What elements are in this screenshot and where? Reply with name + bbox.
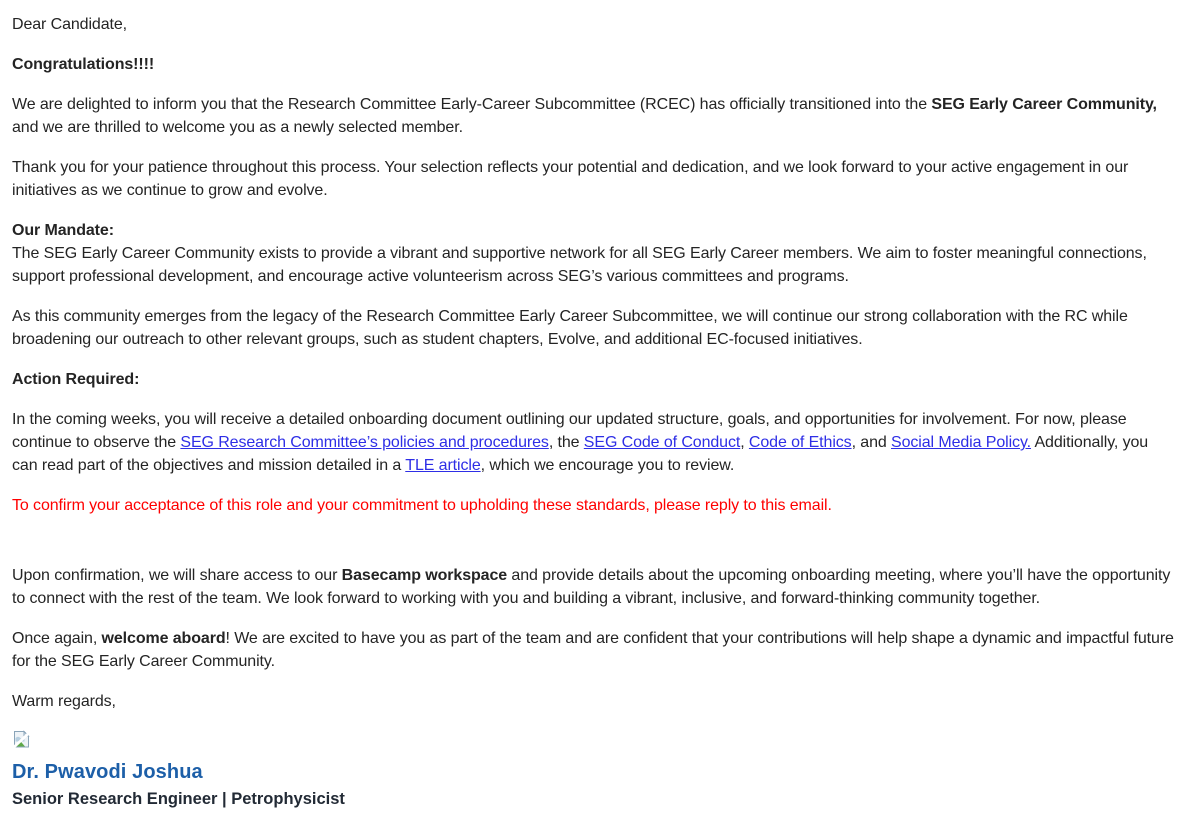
paragraph-action [12, 408, 1176, 477]
mandate-body: The SEG Early Career Community exists to provide a vibrant and supportive network for all SEG Early Career members. We aim to foster meaningful connections, support professional development, and encourage active volunteerism across SEG’s various committees and programs. [12, 245, 1147, 285]
paragraph-thanks: Thank you for your patience throughout this process. Your selection reflects your potential and dedication, and we look forward to your active engagement in our initiatives as we continue to grow and evolve. [12, 159, 1129, 199]
link-code-of-conduct[interactable]: SEG Code of Conduct [583, 434, 741, 451]
action-required-heading: Action Required: [12, 371, 140, 388]
signature-title: Senior Research Engineer | Petrophysicist [12, 790, 345, 808]
text-segment: and we are thrilled to welcome you as a newly selected member. [12, 119, 463, 136]
link-social-media-policy[interactable]: Social Media Policy. [891, 434, 1032, 451]
text-segment: ! We are excited to have you as part of the team and are confident that your contributions will help shape a dynamic and impactful future for the SEG Early Career Community. [12, 630, 1174, 670]
text-segment: Once again, [12, 630, 102, 647]
signature-image-placeholder [12, 730, 1176, 749]
link-code-of-ethics[interactable]: Code of Ethics [748, 434, 852, 451]
bold-seg-community: SEG Early Career Community, [931, 96, 1157, 113]
text-segment: and provide details about the upcoming onboarding meeting, where you’ll have the opportunity to connect with the rest of the team. We look forward to working with you and building a vibrant, inclusive, and forward-thinking community together. [12, 567, 1171, 607]
paragraph-legacy: As this community emerges from the legacy of the Research Committee Early Career Subcommittee, we will continue our strong collaboration with the RC while broadening our outreach to other relevant groups, such as student chapters, Evolve, and additional EC-focused initiatives. [12, 308, 1128, 348]
signature-name: Dr. Pwavodi Joshua [12, 761, 203, 783]
text-segment: Additionally, you can read part of the objectives and mission detailed in a [12, 434, 1149, 474]
text-segment: , the [548, 434, 584, 451]
broken-image-icon [12, 730, 1176, 749]
paragraph-transition [12, 93, 1176, 139]
confirm-notice: To confirm your acceptance of this role and your commitment to upholding these standards, please reply to this email. [12, 497, 832, 514]
text-segment: , which we encourage you to review. [480, 457, 735, 474]
text-segment: Upon confirmation, we will share access to our [12, 567, 342, 584]
paragraph-basecamp [12, 564, 1176, 610]
bold-seg-welcome-aboard: welcome aboard [101, 630, 226, 647]
closing: Warm regards, [12, 693, 116, 710]
text-segment: , and [851, 434, 892, 451]
congrats-heading: Congratulations!!!! [12, 56, 155, 73]
paragraph-mandate [12, 219, 1176, 288]
bold-seg-basecamp: Basecamp workspace [341, 567, 508, 584]
email-body [12, 13, 1176, 810]
mandate-heading: Our Mandate: [12, 222, 114, 239]
paragraph-welcome [12, 627, 1176, 673]
text-segment: , [740, 434, 749, 451]
text-segment: We are delighted to inform you that the Research Committee Early-Career Subcommittee (RCEC) has officially transitioned into the [12, 96, 932, 113]
greeting: Dear Candidate, [12, 16, 128, 33]
link-policies-procedures[interactable]: SEG Research Committee’s policies and procedures [180, 434, 549, 451]
text-segment: In the coming weeks, you will receive a detailed onboarding document outlining our updated structure, goals, and opportunities for involvement. For now, please continue to observe the [12, 411, 1127, 451]
link-tle-article[interactable]: TLE article [405, 457, 481, 474]
